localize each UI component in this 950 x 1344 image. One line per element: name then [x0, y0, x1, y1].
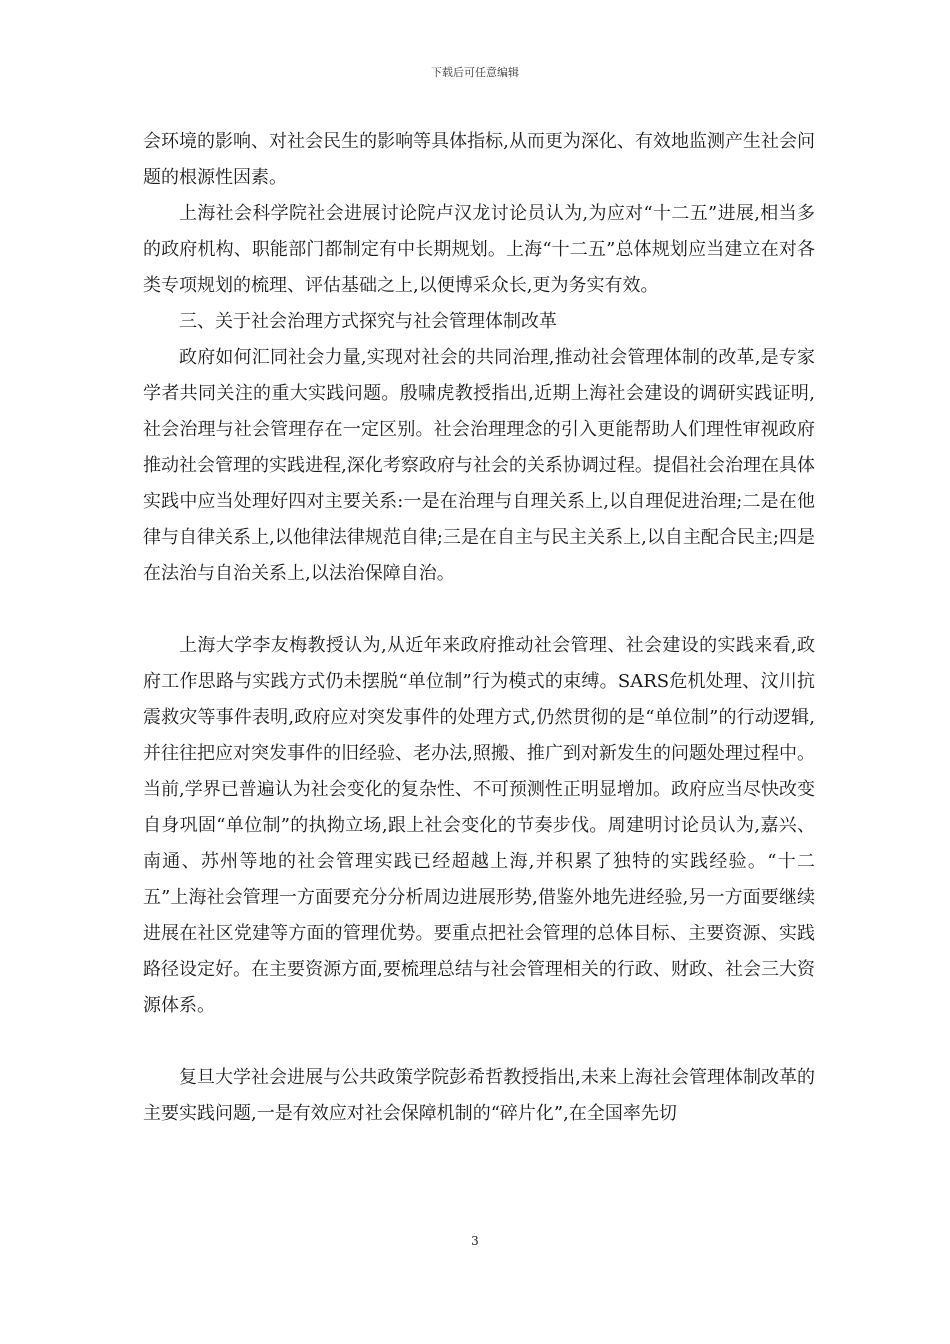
page-header: 下载后可任意编辑	[431, 66, 519, 79]
paragraph-continuation: 会环境的影响、对社会民生的影响等具体指标,从而更为深化、有效地监测产生社会问题的根源性因素。	[143, 131, 815, 188]
page-number: 3	[471, 1234, 479, 1248]
paragraph-li-youmei: 上海大学李友梅教授认为,从近年来政府推动社会管理、社会建设的实践来看,政府工作思路与实践方式仍未摆脱“单位制”行为模式的束缚。SARS危机处理、汶川抗震救灾等事件表明,政府应对突发事件的处理方式,仍然贯彻的是“单位制”的行动逻辑,并往往把应对突发事件的旧经验、老办法,照搬、推广到对新发生的问题处理过程中。当前,学界已普遍认为社会变化的复杂性、不可预测性正明显增加。政府应当尽快改变自身巩固“单位制”的执拗立场,跟上社会变化的节奏步伐。周建明讨论员认为,嘉兴、南通、苏州等地的社会管理实践已经超越上海,并积累了独特的实践经验。“十二五”上海社会管理一方面要充分分析周边进展形势,借鉴外地先进经验,另一方面要继续进展在社区党建等方面的管理优势。要重点把社会管理的总体目标、主要资源、实践路径设定好。在主要资源方面,要梳理总结与社会管理相关的行政、财政、社会三大资源体系。	[143, 635, 815, 1016]
paragraph-lu-hanlong: 上海社会科学院社会进展讨论院卢汉龙讨论员认为,为应对“十二五”进展,相当多的政府机构、职能部门都制定有中长期规划。上海“十二五”总体规划应当建立在对各类专项规划的梳理、评估基础之上,以便博采众长,更为务实有效。	[143, 203, 815, 296]
section-heading: 三、关于社会治理方式探究与社会管理体制改革	[179, 311, 557, 332]
document-body	[143, 124, 815, 1132]
paragraph-social-governance: 政府如何汇同社会力量,实现对社会的共同治理,推动社会管理体制的改革,是专家学者共同关注的重大实践问题。殷啸虎教授指出,近期上海社会建设的调研实践证明,社会治理与社会管理存在一定区别。社会治理理念的引入更能帮助人们理性审视政府推动社会管理的实践进程,深化考察政府与社会的关系协调过程。提倡社会治理在具体实践中应当处理好四对主要关系:一是在治理与自理关系上,以自理促进治理;二是在他律与自律关系上,以他律法律规范自律;三是在自主与民主关系上,以自主配合民主;四是在法治与自治关系上,以法治保障自治。	[143, 347, 815, 584]
paragraph-peng-xizhe: 复旦大学社会进展与公共政策学院彭希哲教授指出,未来上海社会管理体制改革的主要实践问题,一是有效应对社会保障机制的“碎片化”,在全国率先切	[143, 1067, 815, 1124]
